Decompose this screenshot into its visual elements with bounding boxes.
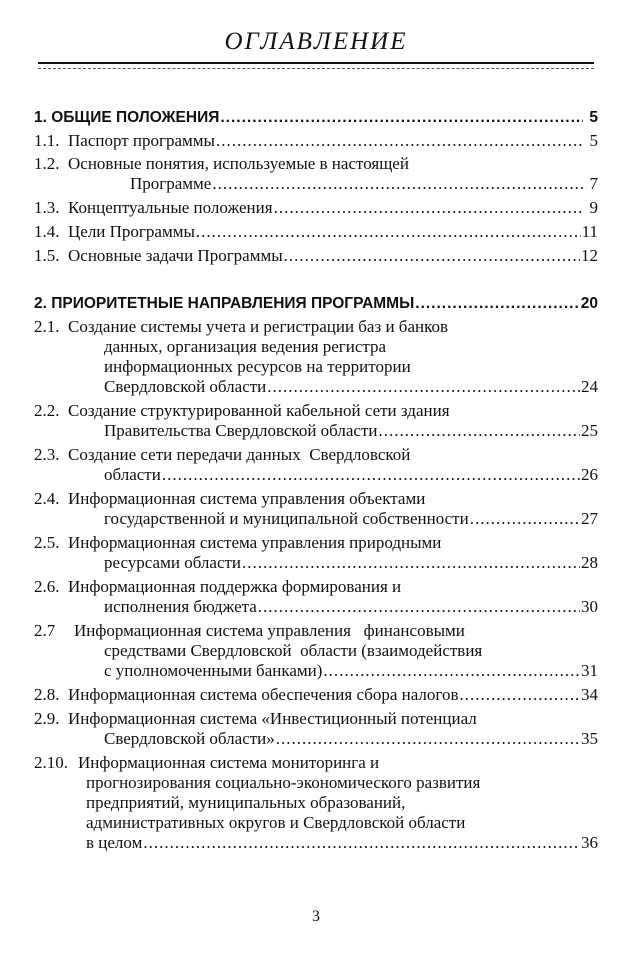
- toc-page: 30: [581, 597, 598, 616]
- toc-entry-1-4[interactable]: [34, 222, 598, 242]
- toc-entry-1-2[interactable]: [34, 154, 598, 194]
- toc-entry-title-cont: информационных ресурсов на территории: [104, 357, 411, 376]
- toc-entry-title: Создание сети передачи данных Свердловской: [68, 445, 411, 464]
- toc-entry-title-cont: в целом: [86, 833, 143, 852]
- toc-number: 2.8.: [34, 685, 60, 704]
- toc-entry-title: Информационная система управления природными: [68, 533, 442, 552]
- toc-number: 2.7: [34, 621, 56, 640]
- toc-entry-2-8[interactable]: [34, 685, 598, 705]
- toc-entry-title-cont: прогнозирования социально-экономического развития: [86, 773, 481, 792]
- toc-entry-1-5[interactable]: [34, 246, 598, 266]
- toc-page: 24: [581, 377, 598, 396]
- toc-number: 1.1.: [34, 131, 60, 150]
- toc-page: 26: [581, 465, 598, 484]
- toc-entry-title-cont: государственной и муниципальной собственности: [104, 509, 469, 528]
- toc-page: 5: [589, 109, 598, 126]
- toc-section-title: 1. ОБЩИЕ ПОЛОЖЕНИЯ: [34, 109, 220, 126]
- toc-entry-title: Создание системы учета и регистрации баз и банков: [68, 317, 449, 336]
- toc-entry-title: Паспорт программы: [68, 131, 215, 150]
- toc-page: 27: [581, 509, 598, 528]
- toc-page: 34: [581, 685, 598, 704]
- toc-entry-2-1[interactable]: [34, 317, 598, 397]
- toc-entry-2-7[interactable]: [34, 621, 598, 681]
- toc-entry-2-3[interactable]: [34, 445, 598, 485]
- toc-page: 28: [581, 553, 598, 572]
- toc-page: 11: [581, 222, 598, 241]
- toc-number: 1.3.: [34, 198, 60, 217]
- toc-number: 1.2.: [34, 154, 60, 173]
- toc-page: 9: [589, 198, 598, 217]
- toc-entry-1-3[interactable]: [34, 198, 598, 218]
- toc-entry-title-cont: данных, организация ведения регистра: [104, 337, 387, 356]
- toc-entry-title-cont: Свердловской области»: [104, 729, 275, 748]
- toc-page: 35: [581, 729, 598, 748]
- toc-entry-title-cont: предприятий, муниципальных образований,: [86, 793, 406, 812]
- toc-entry-title: Информационная система управления финансовыми: [74, 621, 465, 640]
- toc-entry-title-cont: исполнения бюджета: [104, 597, 257, 616]
- toc-number: 1.4.: [34, 222, 60, 241]
- toc-number: 2.10.: [34, 753, 68, 772]
- toc-entry-1-1[interactable]: [34, 131, 598, 151]
- toc-entry-title: Цели Программы: [68, 222, 195, 241]
- toc-entry-title: Информационная система мониторинга и: [78, 753, 380, 772]
- toc-page: 20: [580, 295, 598, 312]
- toc-entry-title: Информационная система управления объектами: [68, 489, 426, 508]
- toc-number: 2.1.: [34, 317, 60, 336]
- toc-number: 2.2.: [34, 401, 60, 420]
- toc-entry-title: Информационная система «Инвестиционный потенциал: [68, 709, 477, 728]
- toc-number: 1.5.: [34, 246, 60, 265]
- toc-number: 2.6.: [34, 577, 60, 596]
- toc-entry-title: Создание структурированной кабельной сети здания: [68, 401, 450, 420]
- toc-entry-2-6[interactable]: [34, 577, 598, 617]
- toc-page: 5: [589, 131, 598, 150]
- toc-section-title: 2. ПРИОРИТЕТНЫЕ НАПРАВЛЕНИЯ ПРОГРАММЫ: [34, 295, 415, 312]
- toc-section-2[interactable]: [34, 294, 598, 314]
- toc-entry-title-cont: Программе: [130, 174, 212, 193]
- toc-section-1[interactable]: [34, 108, 598, 128]
- toc-number: 2.5.: [34, 533, 60, 552]
- toc-entry-title: Информационная поддержка формирования и: [68, 577, 402, 596]
- toc-entry-2-4[interactable]: [34, 489, 598, 529]
- page-number: 3: [312, 908, 320, 925]
- toc-entry-2-10[interactable]: [34, 753, 598, 853]
- toc-entry-title: Информационная система обеспечения сбора налогов: [68, 685, 459, 704]
- toc-entry-title: Основные задачи Программы: [68, 246, 283, 265]
- toc-number: 2.4.: [34, 489, 60, 508]
- toc-page: 12: [581, 246, 598, 265]
- toc-entry-title-cont: административных округов и Свердловской области: [86, 813, 466, 832]
- toc-page: 25: [581, 421, 598, 440]
- toc-entry-title-cont: с уполномоченными банками): [104, 661, 323, 680]
- toc-entry-2-2[interactable]: [34, 401, 598, 441]
- toc-page: 7: [589, 174, 598, 193]
- toc-page: 36: [581, 833, 598, 852]
- toc-entry-title-cont: ресурсами области: [104, 553, 242, 572]
- toc-entry-title-cont: средствами Свердловской области (взаимодействия: [104, 641, 483, 660]
- toc-entry-title: Основные понятия, используемые в настоящей: [68, 154, 409, 173]
- title-rule-dashed: [38, 68, 594, 69]
- title-rule: [38, 62, 594, 64]
- toc-entry-title: Концептуальные положения: [68, 198, 273, 217]
- toc-entry-2-9[interactable]: [34, 709, 598, 749]
- toc-entry-2-5[interactable]: [34, 533, 598, 573]
- table-of-contents: [34, 108, 598, 853]
- toc-page: 31: [581, 661, 598, 680]
- toc-entry-title-cont: области: [104, 465, 161, 484]
- toc-entry-title-cont: Правительства Свердловской области: [104, 421, 378, 440]
- page-title: ОГЛАВЛЕНИЕ: [224, 28, 408, 55]
- toc-number: 2.3.: [34, 445, 60, 464]
- toc-entry-title-cont: Свердловской области: [104, 377, 267, 396]
- toc-number: 2.9.: [34, 709, 60, 728]
